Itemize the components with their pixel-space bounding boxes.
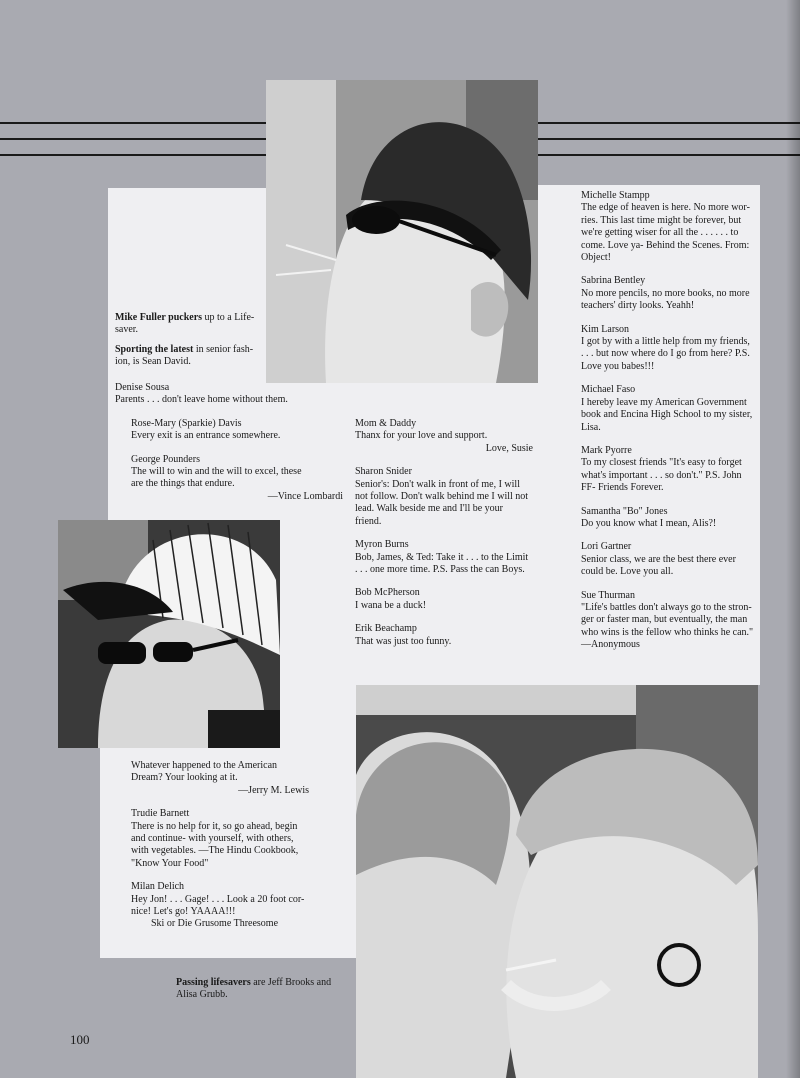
entry-text: . . . but now where do I go from here? P.S. bbox=[581, 348, 750, 360]
entry-text: Thanx for your love and support. bbox=[355, 430, 488, 442]
entry-text: teachers' dirty looks. Yeahh! bbox=[581, 300, 695, 312]
entry-text: FF- Friends Forever. bbox=[581, 482, 664, 494]
entry bbox=[355, 539, 533, 576]
entry bbox=[581, 324, 761, 374]
page-number: 100 bbox=[70, 1032, 90, 1047]
entry-name: Bob McPherson bbox=[355, 587, 420, 599]
caption-text: Alisa Grubb. bbox=[176, 989, 228, 1001]
entry-text: I wana be a duck! bbox=[355, 599, 427, 611]
entry-name: Trudie Barnett bbox=[131, 808, 190, 820]
stripe bbox=[0, 154, 266, 156]
entry-text: what's important . . . so don't." P.S. John bbox=[581, 469, 742, 481]
caption-mike-fuller bbox=[115, 312, 265, 337]
caption-text: up to a Life- bbox=[204, 312, 255, 323]
caption-lifesavers bbox=[176, 977, 346, 1002]
entry-name: Michelle Stampp bbox=[581, 190, 650, 201]
entry bbox=[581, 384, 761, 434]
entry-signature: —Jerry M. Lewis bbox=[238, 784, 309, 796]
entry-text: book and Encina High School to my sister, bbox=[581, 409, 753, 421]
entry-name: Mom & Daddy bbox=[355, 418, 417, 429]
entry-text: lead. Walk beside me and I'll be your bbox=[355, 503, 503, 515]
entry-text: To my closest friends "It's easy to forget bbox=[581, 457, 742, 469]
entry-text: and continue- with yourself, with others, bbox=[131, 833, 294, 845]
photo-mike-fuller bbox=[266, 80, 538, 383]
entry bbox=[131, 760, 309, 797]
entry-text: Hey Jon! . . . Gage! . . . Look a 20 foot cor- bbox=[131, 893, 305, 905]
entry-text: friend. bbox=[355, 515, 382, 527]
entry-name: Michael Faso bbox=[581, 384, 636, 396]
caption-text: ion, is Sean David. bbox=[115, 356, 191, 368]
caption-text: in senior fash- bbox=[195, 344, 254, 355]
entry-text: are the things that endure. bbox=[131, 478, 235, 490]
entry-text: The will to win and the will to excel, these bbox=[131, 466, 302, 478]
entry-text: not follow. Don't walk behind me I will not bbox=[355, 491, 529, 503]
stripe bbox=[0, 138, 266, 140]
stripe bbox=[538, 122, 800, 124]
binding-shadow bbox=[786, 0, 800, 1078]
entry-name: Milan Delich bbox=[131, 881, 185, 893]
entry-text: Parents . . . don't leave home without them. bbox=[115, 394, 288, 406]
entry-name: George Pounders bbox=[131, 453, 200, 465]
entry-text: Do you know what I mean, Alis?! bbox=[581, 517, 717, 529]
entry-text: Senior's: Don't walk in front of me, I will bbox=[355, 478, 520, 490]
entry bbox=[355, 623, 533, 648]
stripe bbox=[538, 138, 800, 140]
entry bbox=[115, 382, 343, 407]
photo-lifesavers bbox=[356, 685, 758, 1078]
caption-sean-david bbox=[115, 344, 265, 369]
entry-text: Love you babes!!! bbox=[581, 360, 655, 372]
entry-text: Senior class, we are the best there ever bbox=[581, 553, 736, 565]
entry-text: "Life's battles don't always go to the stron- bbox=[581, 601, 752, 613]
entry bbox=[115, 418, 343, 443]
entry-text: nice! Let's go! YAAAA!!! bbox=[131, 906, 236, 918]
entry-text: Object! bbox=[581, 252, 611, 264]
entry-text: ger or faster man, but eventually, the man bbox=[581, 614, 748, 626]
photo-sean-david bbox=[58, 520, 280, 748]
entry bbox=[581, 506, 761, 531]
entry bbox=[581, 541, 761, 578]
column-left bbox=[115, 382, 343, 514]
entry bbox=[115, 454, 343, 504]
entry-text: who wins is the fellow who thinks he can." bbox=[581, 626, 754, 638]
entry-name: Erik Beachamp bbox=[355, 623, 417, 635]
entry bbox=[355, 466, 533, 528]
entry-text: Bob, James, & Ted: Take it . . . to the Limit bbox=[355, 551, 529, 563]
caption-lead: Mike Fuller puckers bbox=[115, 312, 203, 323]
column-right bbox=[581, 190, 761, 663]
entry-text: There is no help for it, so go ahead, begin bbox=[131, 820, 298, 832]
entry-name: Denise Sousa bbox=[115, 382, 170, 393]
entry-text: Whatever happened to the American bbox=[131, 760, 278, 771]
entry bbox=[581, 275, 761, 312]
entry-name: Mark Pyorre bbox=[581, 444, 632, 456]
entry-text: That was just too funny. bbox=[355, 635, 452, 647]
entry-text: with vegetables. —The Hindu Cookbook, bbox=[131, 845, 299, 857]
entry-text: Lisa. bbox=[581, 421, 601, 433]
entry-name: Lori Gartner bbox=[581, 541, 632, 553]
entry bbox=[131, 808, 309, 870]
entry-text: Ski or Die Grusome Threesome bbox=[151, 918, 279, 930]
entry bbox=[581, 590, 761, 652]
entry-text: . . . one more time. P.S. Pass the can Boys. bbox=[355, 564, 525, 576]
entry-text: I got by with a little help from my friends, bbox=[581, 336, 750, 348]
entry-text: No more pencils, no more books, no more bbox=[581, 287, 750, 299]
entry bbox=[581, 445, 761, 495]
entry-text: we're getting wiser for all the . . . . . . to bbox=[581, 227, 739, 239]
entry bbox=[131, 881, 309, 931]
entry-name: Rose-Mary (Sparkie) Davis bbox=[131, 417, 242, 429]
entry-text: could be. Love you all. bbox=[581, 566, 674, 578]
entry-name: Sabrina Bentley bbox=[581, 275, 646, 287]
entry-text: come. Love ya- Behind the Scenes. From: bbox=[581, 239, 750, 251]
caption-text: are Jeff Brooks and bbox=[253, 977, 332, 988]
stripe bbox=[0, 122, 266, 124]
entry bbox=[355, 587, 533, 612]
entry-name: Sue Thurman bbox=[581, 589, 635, 601]
caption-lead: Passing lifesavers bbox=[176, 977, 251, 988]
stripe bbox=[538, 154, 800, 156]
entry-signature: Love, Susie bbox=[485, 442, 533, 454]
entry-text: ries. This last time might be forever, but bbox=[581, 214, 742, 226]
entry bbox=[581, 190, 761, 264]
entry-name: Sharon Snider bbox=[355, 466, 412, 478]
entry-signature: —Vince Lombardi bbox=[267, 490, 343, 502]
entry-name: Myron Burns bbox=[355, 539, 409, 551]
column-middle bbox=[355, 418, 533, 659]
entry-text: "Know Your Food" bbox=[131, 857, 209, 869]
entry-text: —Anonymous bbox=[581, 639, 640, 651]
entry bbox=[355, 418, 533, 455]
column-lower-left bbox=[131, 760, 309, 942]
entry-text: Dream? Your looking at it. bbox=[131, 772, 238, 784]
caption-lead: Sporting the latest bbox=[115, 344, 194, 355]
caption-text: saver. bbox=[115, 324, 139, 336]
entry-text: Every exit is an entrance somewhere. bbox=[131, 430, 281, 442]
entry-name: Kim Larson bbox=[581, 323, 630, 335]
entry-text: I hereby leave my American Government bbox=[581, 396, 747, 408]
entry-name: Samantha "Bo" Jones bbox=[581, 505, 668, 517]
entry-text: The edge of heaven is here. No more wor- bbox=[581, 202, 750, 214]
